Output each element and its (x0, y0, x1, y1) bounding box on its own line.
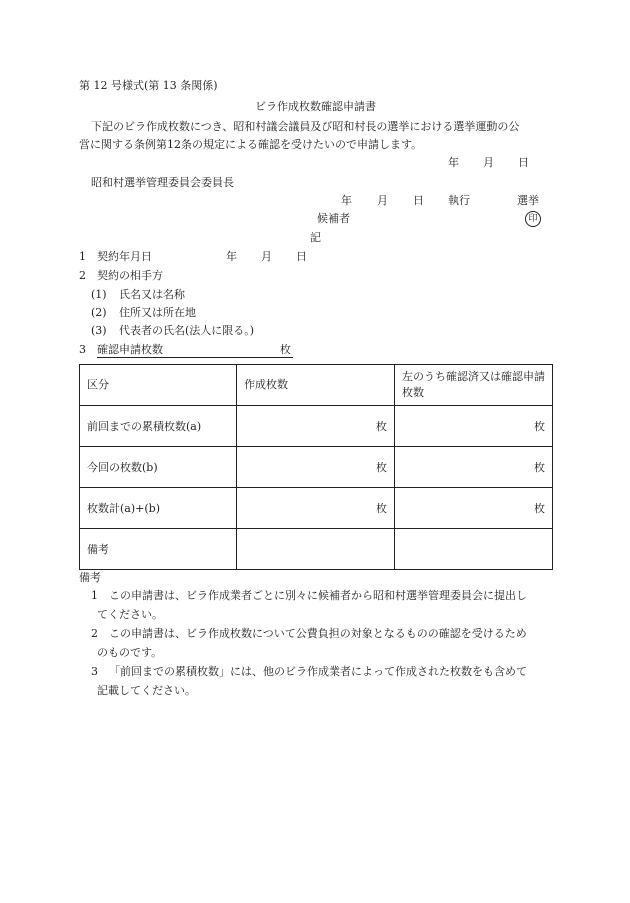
table-row (80, 529, 553, 570)
table-header-row (80, 365, 553, 406)
item-2-label: 契約の相手方 (97, 269, 163, 282)
notes-heading: 備考 (79, 571, 101, 584)
table-row (80, 488, 553, 529)
item-2-num: 2 (79, 269, 86, 282)
date-day: 日 (518, 156, 529, 169)
ki-marker: 記 (310, 231, 321, 244)
candidate-label: 候補者 (317, 212, 350, 225)
date-month: 月 (483, 156, 494, 169)
election-held: 執行 (448, 194, 470, 207)
seal-mark (525, 211, 541, 227)
election-month: 月 (377, 194, 388, 207)
seal-icon: 印 (525, 211, 541, 227)
sub-2-label: 住所又は所在地 (119, 306, 196, 319)
cell-produced[interactable]: 枚 (237, 406, 395, 447)
note-1-num: 1 (91, 589, 98, 602)
header-produced: 作成枚数 (237, 365, 395, 406)
header-confirmed: 左のうち確認済又は確認申請枚数 (395, 365, 553, 406)
cell-produced[interactable]: 枚 (237, 488, 395, 529)
cell-confirmed[interactable]: 枚 (395, 406, 553, 447)
sub-3-num: (3) (91, 324, 107, 337)
cell-confirmed[interactable]: 枚 (395, 447, 553, 488)
row-label: 枚数計(a)+(b) (80, 488, 237, 529)
form-number: 第 12 号様式(第 13 条関係) (79, 79, 218, 92)
cell-confirmed[interactable]: 枚 (395, 488, 553, 529)
note-3-line-2: 記載してください。 (97, 684, 196, 697)
sub-2-num: (2) (91, 306, 107, 319)
note-1-line-2: てください。 (97, 608, 163, 621)
item-3-unit: 枚 (280, 343, 291, 356)
item-1-num: 1 (79, 250, 86, 263)
header-category: 区分 (80, 365, 237, 406)
item-1-year: 年 (226, 250, 237, 263)
intro-line-1: 下記のビラ作成枚数につき、昭和村議会議員及び昭和村長の選挙における選挙運動の公 (91, 120, 520, 133)
table-row (80, 447, 553, 488)
row-label: 前回までの累積枚数(a) (80, 406, 237, 447)
election-year: 年 (341, 194, 352, 207)
note-2-line-1: この申請書は、ビラ作成枚数について公費負担の対象となるものの確認を受けるため (109, 627, 527, 640)
note-2-num: 2 (91, 627, 98, 640)
item-1-day: 日 (296, 250, 307, 263)
document-title: ビラ作成枚数確認申請書 (255, 100, 376, 113)
note-1-line-1: この申請書は、ビラ作成業者ごとに別々に候補者から昭和村選挙管理委員会に提出し (109, 589, 527, 602)
note-3-num: 3 (91, 665, 98, 678)
cell-confirmed[interactable] (395, 529, 553, 570)
cell-produced[interactable] (237, 529, 395, 570)
addressee: 昭和村選挙管理委員会委員長 (91, 176, 234, 189)
date-year: 年 (448, 156, 459, 169)
sub-1-num: (1) (91, 288, 107, 301)
note-3-line-1: 「前回までの累積枚数」には、他のビラ作成業者によって作成された枚数をも含めて (109, 665, 527, 678)
item-3-label: 確認申請枚数 (97, 343, 163, 356)
table-row (80, 406, 553, 447)
sub-3-label: 代表者の氏名(法人に限る。) (119, 324, 255, 337)
cell-produced[interactable]: 枚 (237, 447, 395, 488)
sub-1-label: 氏名又は名称 (119, 288, 185, 301)
item-1-label: 契約年月日 (97, 250, 152, 263)
item-3-field (97, 344, 293, 358)
row-label: 今回の枚数(b) (80, 447, 237, 488)
election-day: 日 (413, 194, 424, 207)
row-label: 備考 (80, 529, 237, 570)
intro-line-2: 営に関する条例第12条の規定による確認を受けたいので申請します。 (79, 138, 423, 151)
election-type: 選挙 (517, 194, 539, 207)
item-1-month: 月 (261, 250, 272, 263)
item-3-num: 3 (79, 343, 86, 356)
note-2-line-2: のものです。 (97, 646, 163, 659)
sheet-count-table (79, 364, 553, 570)
